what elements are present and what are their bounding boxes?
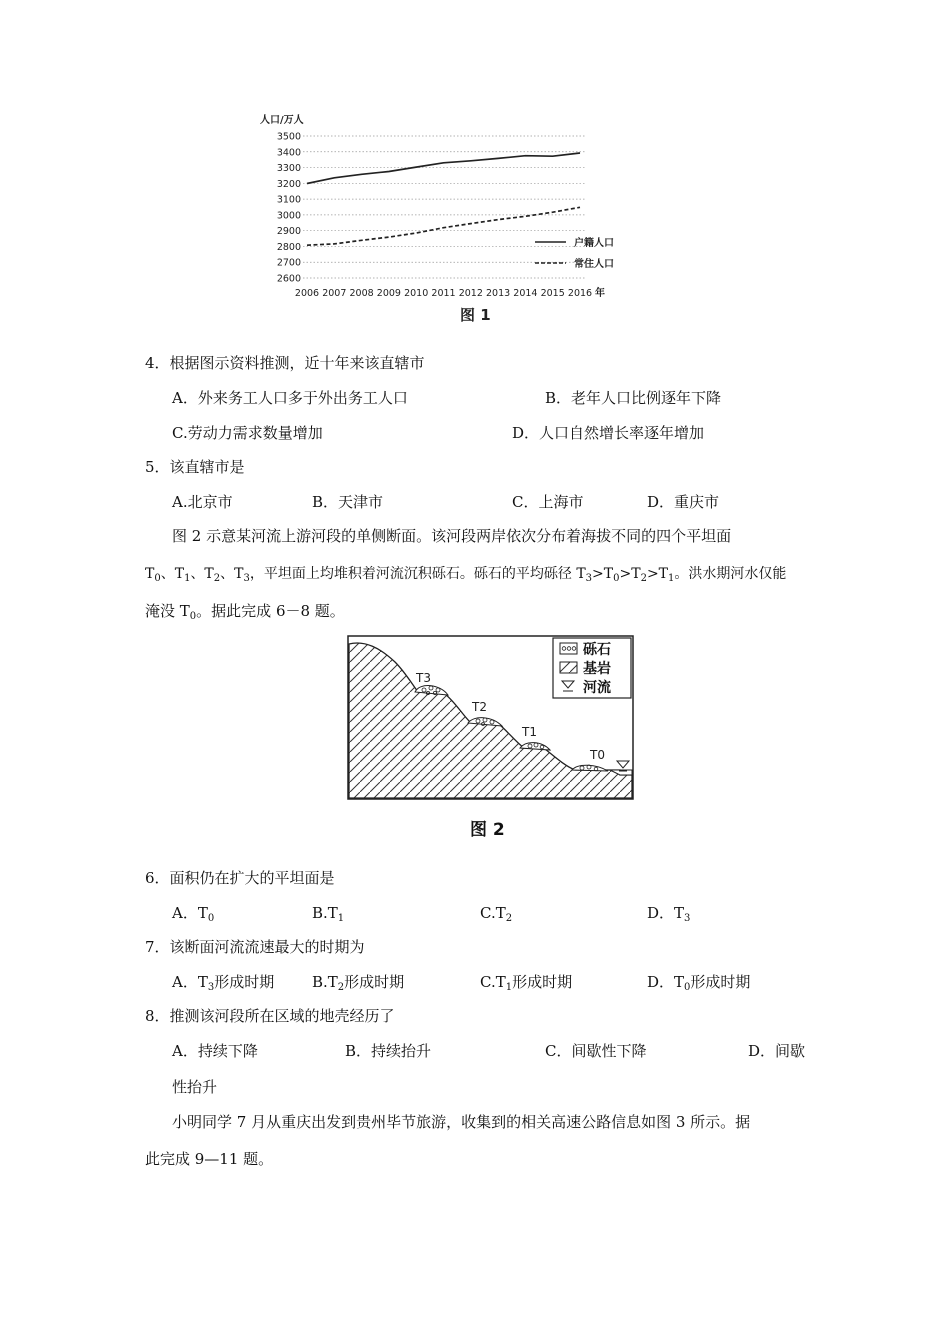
q8-option-b: B．持续抬升 bbox=[345, 1042, 432, 1060]
q5-number: 5． bbox=[145, 458, 170, 476]
legend-bedrock: 基岩 bbox=[583, 661, 611, 677]
x-tick-label: 2010 bbox=[404, 288, 429, 299]
x-tick-label: 2008 bbox=[349, 288, 374, 299]
x-tick-label: 2013 bbox=[486, 288, 511, 299]
q4-option-c: C.劳动力需求数量增加 bbox=[172, 424, 323, 442]
q5-option-c: C．上海市 bbox=[512, 493, 584, 511]
q4-stem bbox=[145, 353, 425, 373]
river-terrace-diagram bbox=[340, 632, 640, 842]
passage3-line1: 小明同学 7 月从重庆出发到贵州毕节旅游，收集到的相关高速公路信息如图 3 所示。据 bbox=[172, 1113, 751, 1131]
series-line-1 bbox=[307, 207, 580, 245]
x-tick-label: 2012 bbox=[458, 288, 483, 299]
x-tick-label: 2006 bbox=[294, 288, 320, 299]
y-tick-labels bbox=[277, 132, 301, 285]
series-line-0 bbox=[307, 153, 580, 184]
q4-text: 根据图示资料推测，近十年来该直辖市 bbox=[169, 354, 425, 372]
q6-option-a: A．$T_0$ bbox=[172, 904, 215, 924]
y-tick-label: 3300 bbox=[276, 163, 301, 175]
x-tick-label: 2011 bbox=[431, 288, 456, 299]
q8-stem: 8．推测该河段所在区域的地壳经历了 bbox=[145, 1007, 395, 1025]
passage2-line2: $T_0$、$T_1$、$T_2$、$T_3$，平坦面上均堆积着河流沉积砾石。砾石的平均砾径 $T_3>T_0>T_2>T_1$。洪水期河水仅能 bbox=[145, 566, 787, 584]
chart-legend bbox=[535, 236, 614, 270]
q7-stem: 7．该断面河流流速最大的时期为 bbox=[145, 938, 365, 956]
legend-series-1: 常住人口 bbox=[574, 259, 614, 270]
y-axis-label: 人口/万人 bbox=[260, 115, 304, 126]
population-line-chart bbox=[245, 108, 625, 333]
legend-gravel: 砾石 bbox=[583, 642, 611, 658]
q4-option-b: B．老年人口比例逐年下降 bbox=[545, 389, 722, 407]
x-axis-unit: 年 bbox=[595, 288, 605, 299]
q5-stem bbox=[145, 457, 245, 477]
q8-option-d-cont: 性抬升 bbox=[172, 1078, 218, 1096]
y-tick-label: 3400 bbox=[276, 147, 301, 159]
passage2-line3: 淹没 $T_0$。据此完成 6－8 题。 bbox=[145, 602, 345, 622]
x-tick-label: 2009 bbox=[376, 288, 401, 299]
q6-option-c: $C.T_2$ bbox=[480, 904, 513, 924]
legend-series-0: 户籍人口 bbox=[574, 238, 614, 249]
passage2-line1: 图 2 示意某河流上游河段的单侧断面。该河段两岸依次分布着海拔不同的四个平坦面 bbox=[172, 527, 732, 545]
y-tick-label: 3000 bbox=[276, 210, 301, 222]
q8-option-d: D．间歇 bbox=[748, 1042, 806, 1060]
q5-text: 该直辖市是 bbox=[169, 458, 245, 476]
figure2-legend bbox=[553, 638, 631, 698]
q7-option-c: $C.T_1$形成时期 bbox=[480, 973, 573, 993]
y-tick-label: 2600 bbox=[276, 273, 301, 285]
q6-option-b: $B.T_1$ bbox=[312, 904, 345, 924]
figure1-caption: 图 1 bbox=[460, 306, 491, 324]
x-tick-label: 2014 bbox=[513, 288, 538, 299]
x-tick-labels bbox=[295, 288, 592, 299]
label-t3: T3 bbox=[416, 671, 431, 685]
legend-river: 河流 bbox=[583, 680, 611, 696]
q8-option-a: A．持续下降 bbox=[172, 1042, 258, 1060]
q4-option-a: A．外来务工人口多于外出务工人口 bbox=[172, 389, 408, 407]
q5-option-d: D．重庆市 bbox=[647, 493, 720, 511]
label-t0: T0 bbox=[590, 748, 605, 762]
y-tick-label: 3200 bbox=[276, 178, 301, 190]
y-tick-label: 2700 bbox=[276, 257, 301, 269]
x-tick-label: 2015 bbox=[540, 288, 565, 299]
y-tick-label: 3100 bbox=[276, 194, 301, 206]
q7-option-b: $B.T_2$形成时期 bbox=[312, 973, 405, 993]
q6-option-d: D．$T_3$ bbox=[647, 904, 691, 924]
x-tick-label: 2016 bbox=[567, 288, 593, 299]
y-tick-label: 2900 bbox=[276, 226, 301, 238]
chart-grid bbox=[303, 136, 585, 278]
y-tick-label: 3500 bbox=[276, 131, 301, 143]
y-tick-label: 2800 bbox=[276, 241, 301, 253]
q7-option-a: A．$T_3$形成时期 bbox=[172, 973, 275, 993]
q7-option-d: D．$T_0$形成时期 bbox=[647, 973, 751, 993]
legend-bedrock-swatch bbox=[560, 662, 577, 673]
label-t2: T2 bbox=[472, 700, 487, 714]
passage3-line2: 此完成 9—11 题。 bbox=[145, 1150, 274, 1168]
q5-option-a: A.北京市 bbox=[172, 493, 233, 511]
q8-option-c: C．间歇性下降 bbox=[545, 1042, 647, 1060]
q5-option-b: B．天津市 bbox=[312, 493, 384, 511]
q4-number: 4． bbox=[145, 354, 170, 372]
q6-stem: 6．面积仍在扩大的平坦面是 bbox=[145, 869, 335, 887]
figure2-caption: 图 2 bbox=[470, 820, 505, 840]
label-t1: T1 bbox=[522, 725, 537, 739]
q4-option-d: D．人口自然增长率逐年增加 bbox=[512, 424, 705, 442]
x-tick-label: 2007 bbox=[322, 288, 347, 299]
